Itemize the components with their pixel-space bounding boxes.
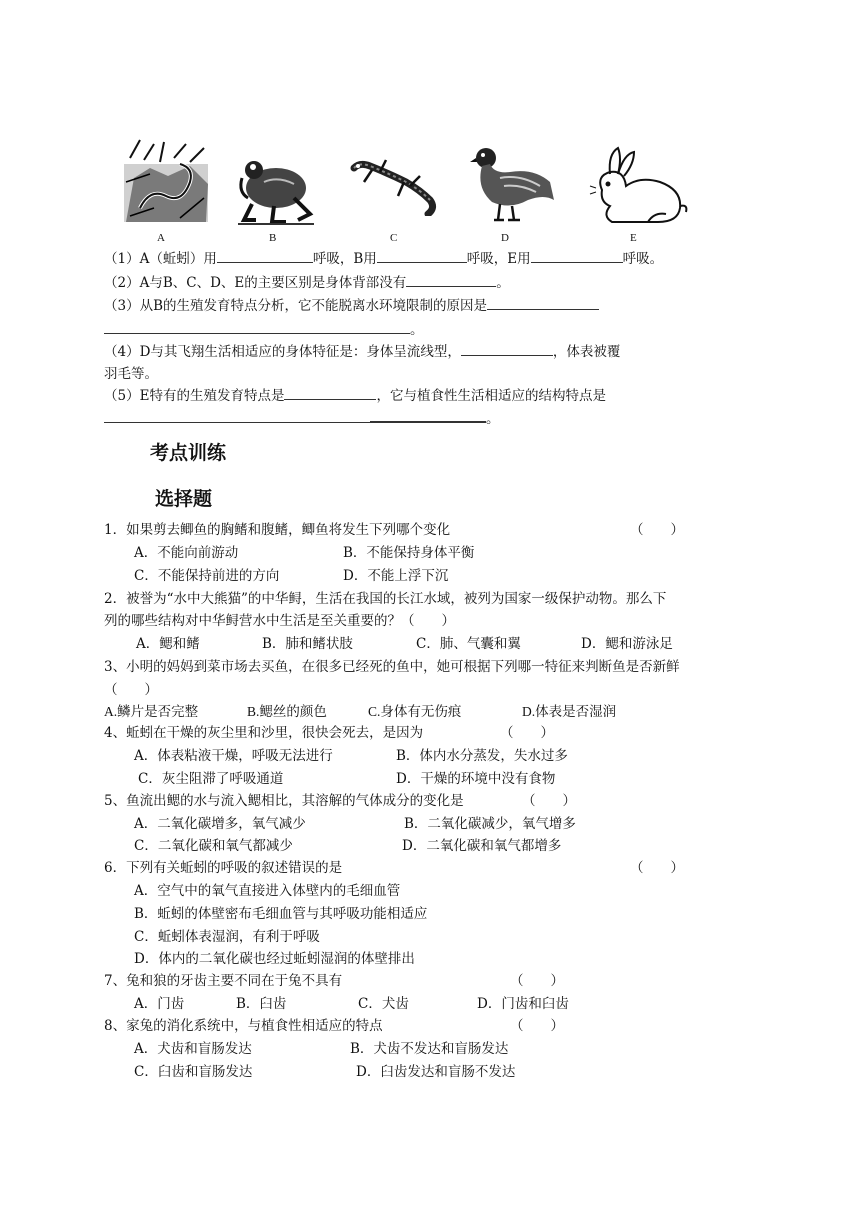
fill-question-4: （4）D与其飞翔生活相适应的身体特征是：身体呈流线型， ，体表被覆 (104, 344, 621, 360)
question-3-paren[interactable]: （ ） (104, 682, 158, 698)
question-2-stem: 2．被誉为“水中大熊猫”的中华鲟，生活在我国的长江水域，被列为国家一级保护动物。那么下 (104, 591, 667, 607)
question-3-option-d[interactable]: D.体表是否湿润 (522, 704, 617, 719)
answer-blank[interactable] (531, 250, 623, 263)
question-6-option-a[interactable]: A．空气中的氧气直接进入体壁内的毛细血管 (134, 883, 401, 899)
question-4-paren[interactable]: （ ） (500, 725, 554, 741)
fill-question-5-cont: 。 (104, 408, 500, 430)
answer-blank[interactable] (461, 343, 553, 356)
rabbit-icon (588, 146, 690, 232)
fill-question-1: （1）A（蚯蚓）用 呼吸，B用 呼吸，E用 呼吸。 (104, 251, 664, 267)
pigeon-icon (470, 144, 554, 230)
fill-question-4-cont: 羽毛等。 (104, 366, 158, 382)
figure-label-a: A (157, 232, 165, 244)
earthworm-icon (120, 138, 212, 230)
lizard-icon (350, 156, 440, 220)
question-5-stem: 5、鱼流出鳃的水与流入鳃相比，其溶解的气体成分的变化是 (104, 793, 464, 809)
question-1-option-d[interactable]: D．不能上浮下沉 (343, 568, 449, 584)
question-4-option-a[interactable]: A．体表粘液干燥，呼吸无法进行 (134, 748, 333, 764)
answer-blank[interactable] (284, 387, 376, 400)
question-3-option-b[interactable]: B.鳃丝的颜色 (247, 704, 327, 719)
question-1-paren[interactable]: （ ） (630, 522, 684, 538)
question-1-option-c[interactable]: C．不能保持前进的方向 (134, 568, 280, 584)
question-6-option-c[interactable]: C．蚯蚓体表湿润，有利于呼吸 (134, 929, 320, 945)
question-8-option-d[interactable]: D．臼齿发达和盲肠不发达 (356, 1064, 516, 1080)
fill-question-3-cont: 。 (104, 319, 424, 341)
question-2-option-d[interactable]: D．鳃和游泳足 (581, 636, 673, 652)
figure-label-d: D (501, 232, 509, 244)
answer-blank[interactable] (104, 410, 370, 423)
question-6-option-b[interactable]: B．蚯蚓的体壁密布毛细血管与其呼吸功能相适应 (134, 906, 428, 922)
figure-label-e: E (630, 232, 637, 244)
answer-blank[interactable] (104, 321, 410, 334)
question-7-paren[interactable]: （ ） (510, 973, 564, 989)
answer-blank[interactable] (406, 274, 496, 287)
question-1-option-a[interactable]: A．不能向前游动 (134, 545, 239, 561)
figure-label-b: B (269, 232, 277, 244)
fill-question-3: （3）从B的生殖发育特点分析，它不能脱离水环境限制的原因是 (104, 295, 599, 317)
question-4-stem: 4、蚯蚓在干燥的灰尘里和沙里，很快会死去，是因为 (104, 725, 424, 741)
figure-label-c: C (390, 232, 398, 244)
question-8-stem: 8、家兔的消化系统中，与植食性相适应的特点 (104, 1018, 383, 1034)
question-5-option-a[interactable]: A．二氧化碳增多，氧气减少 (134, 816, 306, 832)
question-5-option-c[interactable]: C．二氧化碳和氧气都减少 (134, 838, 293, 854)
question-4-option-d[interactable]: D．干燥的环境中没有食物 (396, 771, 556, 787)
answer-blank[interactable] (487, 297, 599, 310)
question-7-option-c[interactable]: C．犬齿 (358, 996, 409, 1012)
question-8-option-b[interactable]: B．犬齿不发达和盲肠发达 (350, 1041, 509, 1057)
question-7-option-a[interactable]: A．门齿 (134, 996, 185, 1012)
fill-question-5: （5）E特有的生殖发育特点是 ，它与植食性生活相适应的结构特点是 (104, 388, 606, 404)
section-title: 考点训练 (150, 442, 227, 464)
question-2-option-b[interactable]: B．肺和鳍状肢 (262, 636, 353, 652)
question-5-paren[interactable]: （ ） (522, 793, 576, 809)
answer-blank[interactable] (377, 250, 467, 263)
question-7-option-b[interactable]: B．臼齿 (236, 996, 287, 1012)
question-8-paren[interactable]: （ ） (510, 1018, 564, 1034)
question-8-option-a[interactable]: A．犬齿和盲肠发达 (134, 1041, 252, 1057)
question-4-option-c[interactable]: C．灰尘阻滞了呼吸通道 (138, 771, 284, 787)
question-2-stem-cont: 列的哪些结构对中华鲟营水中生活是至关重要的？（ ） (104, 613, 455, 629)
question-6-option-d[interactable]: D．体内的二氧化碳也经过蚯蚓湿润的体壁排出 (134, 951, 415, 967)
question-3-option-c[interactable]: C.身体有无伤痕 (368, 704, 462, 719)
question-4-option-b[interactable]: B．体内水分蒸发，失水过多 (396, 748, 568, 764)
answer-blank[interactable] (217, 250, 313, 263)
answer-blank[interactable] (370, 409, 486, 423)
question-7-stem: 7、兔和狼的牙齿主要不同在于兔不具有 (104, 973, 343, 989)
question-2-option-a[interactable]: A．鳃和鳍 (136, 636, 200, 652)
question-1-option-b[interactable]: B．不能保持身体平衡 (343, 545, 475, 561)
fill-question-2: （2）A与B、C、D、E的主要区别是身体背部没有 。 (104, 275, 510, 291)
question-7-option-d[interactable]: D．门齿和臼齿 (477, 996, 569, 1012)
subsection-title: 选择题 (155, 488, 213, 510)
question-8-option-c[interactable]: C．臼齿和盲肠发达 (134, 1064, 253, 1080)
question-5-option-b[interactable]: B．二氧化碳减少，氧气增多 (404, 816, 576, 832)
question-2-option-c[interactable]: C．肺、气囊和翼 (416, 636, 521, 652)
question-3-option-a[interactable]: A.鳞片是否完整 (104, 704, 199, 719)
question-6-stem: 6．下列有关蚯蚓的呼吸的叙述错误的是 (104, 860, 343, 876)
question-6-paren[interactable]: （ ） (630, 860, 684, 876)
question-1-stem: 1．如果剪去鲫鱼的胸鳍和腹鳍，鲫鱼将发生下列哪个变化 (104, 522, 451, 538)
frog-icon (234, 148, 316, 232)
question-5-option-d[interactable]: D．二氧化碳和氧气都增多 (402, 838, 562, 854)
question-3-stem: 3、小明的妈妈到菜市场去买鱼，在很多已经死的鱼中，她可根据下列哪一特征来判断鱼是否新鲜 (104, 659, 680, 675)
